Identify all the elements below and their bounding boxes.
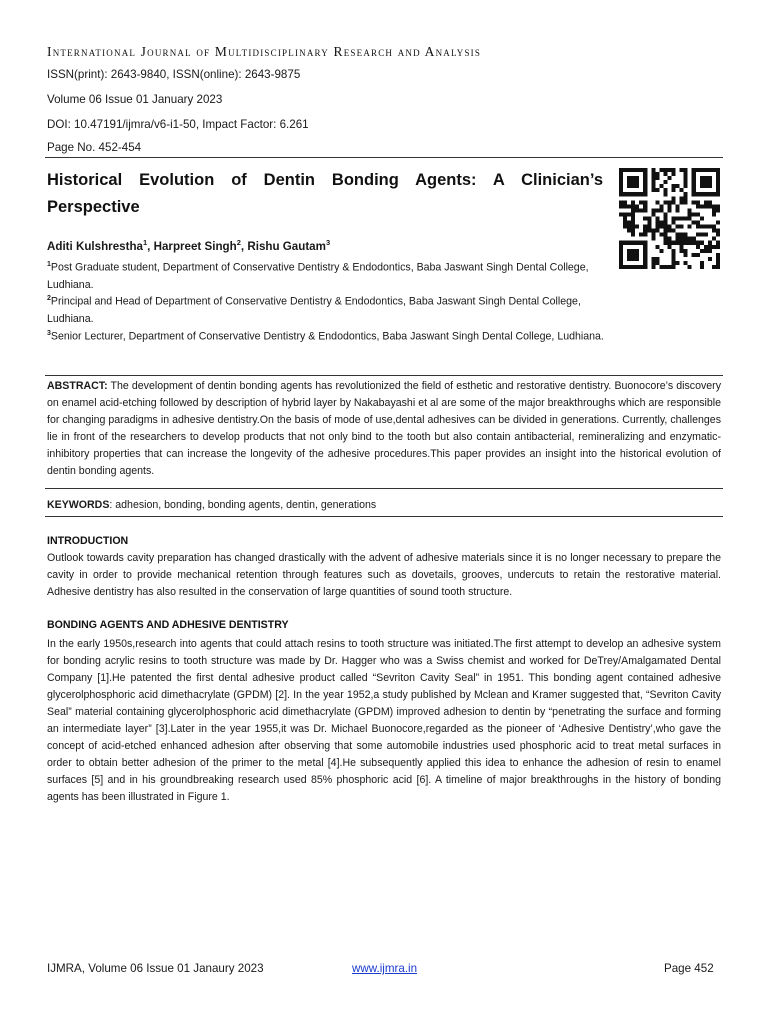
author-sup: 2: [236, 238, 241, 247]
keywords-divider: [45, 516, 723, 517]
keywords-text: : adhesion, bonding, bonding agents, dentin, generations: [109, 499, 377, 511]
author-sup: 3: [325, 238, 331, 247]
abstract-bottom-divider: [45, 488, 723, 489]
footer-website-link[interactable]: www.ijmra.in: [352, 962, 418, 975]
article-title: Historical Evolution of Dentin Bonding Agents: A Clinician’s Perspective: [47, 171, 603, 216]
footer-citation: IJMRA, Volume 06 Issue 01 Janaury 2023: [47, 962, 264, 975]
author-list: [47, 238, 330, 253]
author-name: Rishu Gautam: [247, 239, 326, 253]
affiliation-sup: 1: [47, 261, 51, 268]
abstract-label: ABSTRACT:: [47, 380, 108, 392]
author-name: Harpreet Singh: [153, 239, 237, 253]
keywords-label: KEYWORDS: [47, 499, 110, 511]
abstract-text: The development of dentin bonding agents has revolutionized the field of esthetic and restorative dentistry. Buonocore’s discovery on enamel acid-etching followed by description of hybrid layer by Nakabayashi et al are some of the major breakthroughs which are responsible for changing paradigms in adhesive dentistry.On the basis of mode of use,dental adhesives can be divided in generations. Currently, challenges lie in front of the researchers to develop products that not only bind to the tooth but also contain antibacterial, remineralizing and enzymatic-inhibitory properties that can increase the longevity of the adhesive procedures.This paper provides an insight into the historical evolution of dentin bonding agents.: [47, 380, 721, 477]
page-range: Page No. 452-454: [47, 141, 142, 154]
volume-line: Volume 06 Issue 01 January 2023: [47, 93, 223, 106]
affiliation-1: [47, 256, 607, 294]
author-sup: 1: [142, 238, 148, 247]
header-divider: [45, 157, 723, 158]
journal-name: International Journal of Multidisciplinary Research and Analysis: [47, 44, 482, 59]
abstract-top-divider: [45, 375, 723, 376]
author-name: Aditi Kulshrestha: [47, 239, 143, 253]
bonding-agents-paragraph: In the early 1950s,research into agents that could attach resins to tooth structure was initiated.The first attempt to develop an adhesive system for bonding acrylic resins to tooth structure was made by Dr. Hagger who was a Swiss chemist and worked for DeTrey/Amalgamated Dental Company [1].He patented the first dental adhesive product called “Sevriton Cavity Seal” in 1951. This bonding agent contained adhesive glycerolphosphoric acid dimethacrylate (GPDM) [2]. In the year 1952,a study published by Mclean and Kramer suggested that, “Sevriton Cavity Seal” material containing glycerolphosphoric acid dimethacrylate (GPDM) improved adhesion to dentin by “penetrating the surface and forming an intermediate layer” [3].Later in the year 1955,it was Dr. Michael Buonocore,regarded as the pioneer of ‘Adhesive Dentistry’,who gave the concept of acid-etched enhanced adhesion after observing that some automobile industries used phosphoric acid to treat metal surfaces in order to obtain better adhesion of the primer to the metal [4].He subsequently applied this idea to enhance the adhesion of resin to enamel surfaces [5] and in his groundbreaking research used 85% phosphoric acid [6]. A timeline of major breakthroughs in the history of bonding agents has been illustrated in Figure 1.: [47, 638, 721, 803]
abstract: [47, 378, 721, 480]
keywords: [47, 497, 721, 514]
author-separator: ,: [147, 239, 154, 253]
affiliation-text: Principal and Head of Department of Conservative Dentistry & Endodontics, Baba Jaswant Singh Dental College, Ludhiana.: [47, 295, 581, 325]
issn-line: ISSN(print): 2643-9840, ISSN(online): 2643-9875: [47, 68, 301, 81]
affiliation-3: [47, 325, 607, 346]
affiliation-sup: 2: [47, 295, 51, 302]
doi-line: DOI: 10.47191/ijmra/v6-i1-50, Impact Factor: 6.261: [47, 118, 309, 131]
affiliation-sup: 3: [47, 330, 51, 337]
affiliation-text: Post Graduate student, Department of Conservative Dentistry & Endodontics, Baba Jaswant Singh Dental College, Ludhiana.: [47, 261, 589, 291]
affiliation-text: Senior Lecturer, Department of Conservative Dentistry & Endodontics, Baba Jaswant Singh Dental College, Ludhiana.: [50, 330, 604, 343]
introduction-paragraph: Outlook towards cavity preparation has changed drastically with the advent of adhesive materials since it is no longer necessary to prepare the cavity in order to provide mechanical retention through features such as dovetails, grooves, undercuts to retain the restorative material. Adhesive dentistry has also resulted in the conservation of large quantities of sound tooth structure.: [47, 552, 721, 598]
section-heading-introduction: INTRODUCTION: [47, 535, 129, 547]
affiliation-2: [47, 290, 607, 328]
section-heading-bonding-agents: BONDING AGENTS AND ADHESIVE DENTISTRY: [47, 619, 289, 631]
qr-code-icon[interactable]: [619, 168, 720, 269]
author-separator: ,: [240, 239, 248, 253]
footer-page-number: Page 452: [664, 962, 714, 975]
